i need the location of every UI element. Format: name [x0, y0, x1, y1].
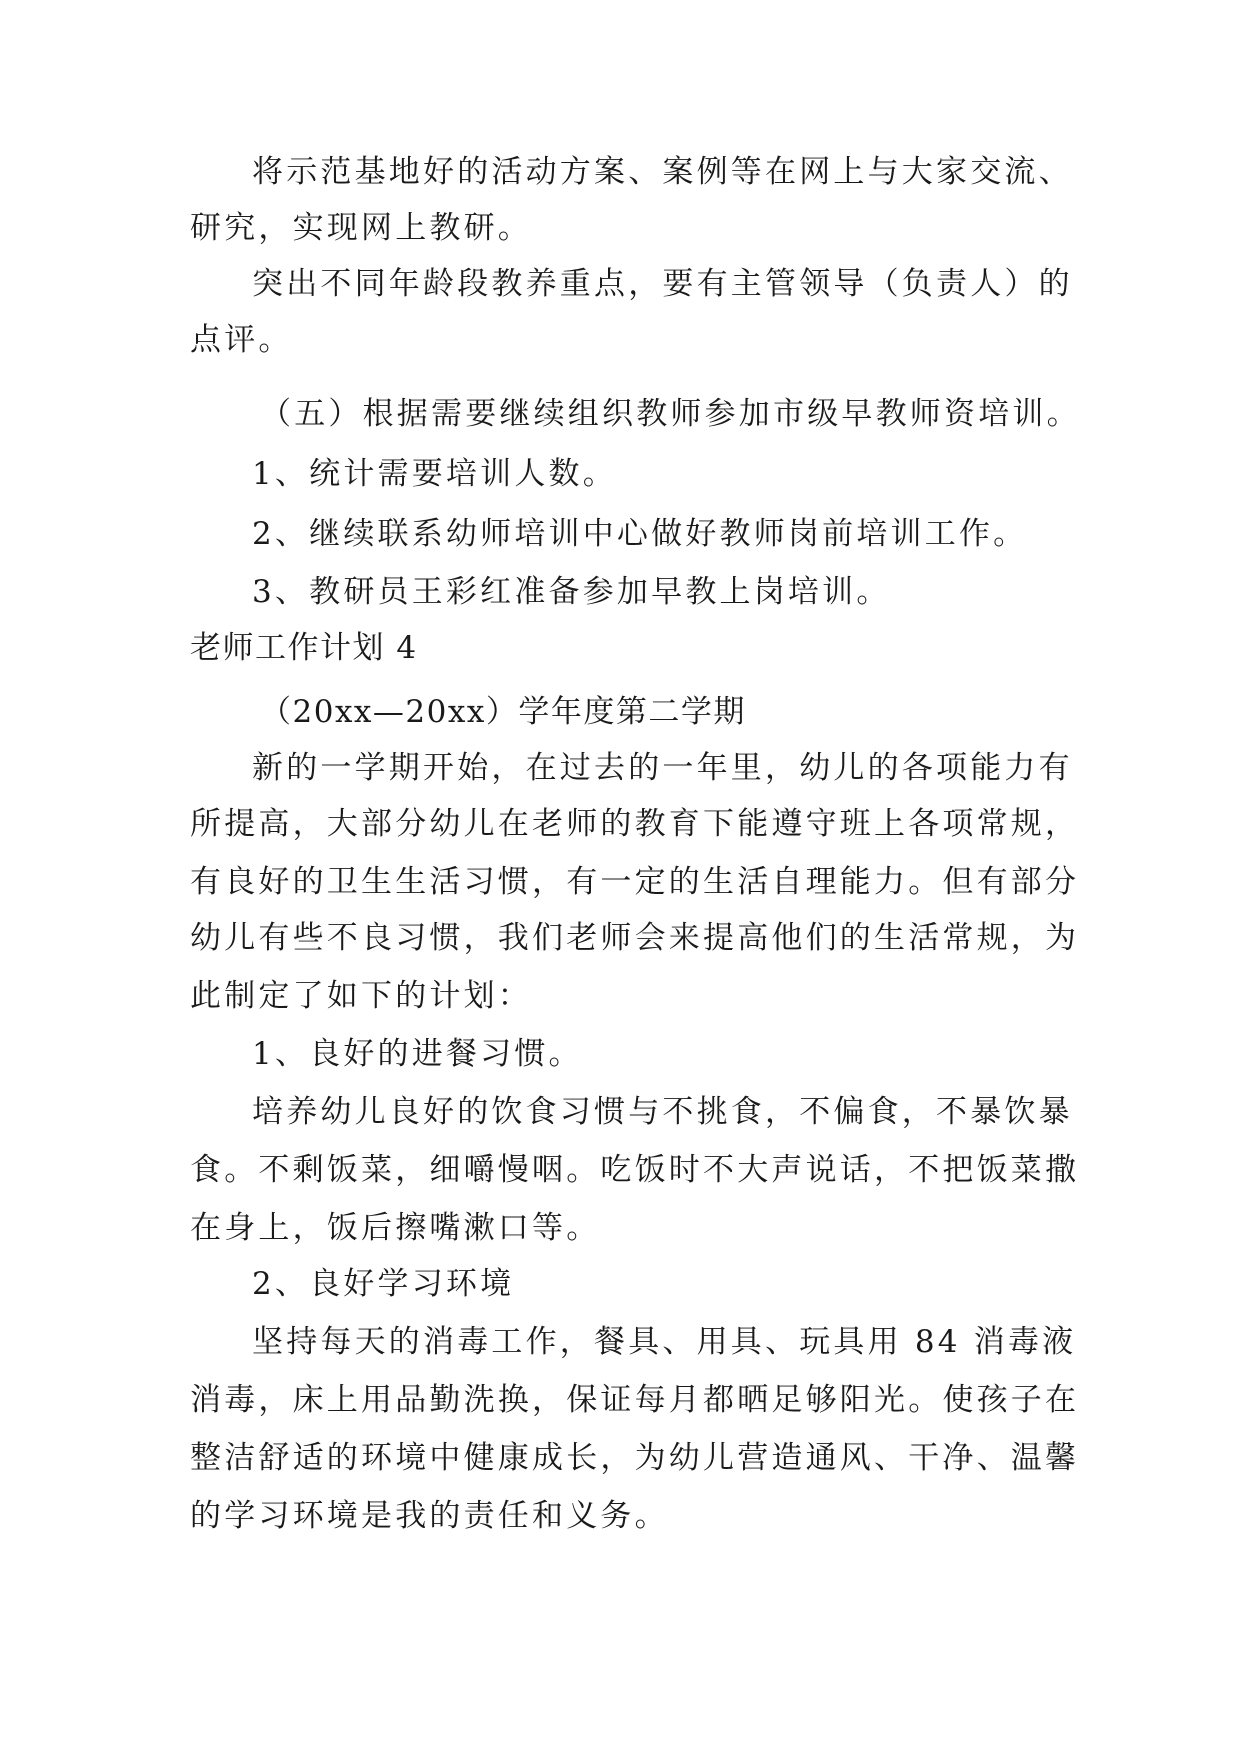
paragraph-line: 坚持每天的消毒工作，餐具、用具、玩具用 84 消毒液 — [252, 1324, 1077, 1360]
paragraph-line: 研究，实现网上教研。 — [190, 210, 532, 246]
paragraph-line: 新的一学期开始，在过去的一年里，幼儿的各项能力有 — [252, 750, 1073, 786]
list-item: 2、继续联系幼师培训中心做好教师岗前培训工作。 — [252, 516, 1028, 552]
list-item: 1、良好的进餐习惯。 — [252, 1036, 583, 1072]
paragraph-line: 突出不同年龄段教养重点，要有主管领导（负责人）的 — [252, 266, 1073, 302]
paragraph-line: 点评。 — [190, 322, 293, 358]
list-item: 2、良好学习环境 — [252, 1266, 515, 1302]
paragraph-line: 所提高，大部分幼儿在老师的教育下能遵守班上各项常规， — [190, 806, 1080, 842]
paragraph-line: 消毒，床上用品勤洗换，保证每月都晒足够阳光。使孩子在 — [190, 1382, 1080, 1418]
list-item: 3、教研员王彩红准备参加早教上岗培训。 — [252, 574, 891, 610]
paragraph-line: 整洁舒适的环境中健康成长，为幼儿营造通风、干净、温馨 — [190, 1440, 1080, 1476]
paragraph-line: 在身上，饭后擦嘴漱口等。 — [190, 1210, 601, 1246]
document-subtitle: （20xx—20xx）学年度第二学期 — [260, 694, 746, 730]
paragraph-line: 培养幼儿良好的饮食习惯与不挑食，不偏食，不暴饮暴 — [252, 1094, 1073, 1130]
section-heading: （五）根据需要继续组织教师参加市级早教师资培训。 — [260, 396, 1081, 432]
document-title: 老师工作计划 4 — [190, 630, 418, 666]
paragraph-line: 此制定了如下的计划： — [190, 978, 532, 1014]
paragraph-line: 将示范基地好的活动方案、案例等在网上与大家交流、 — [252, 154, 1073, 190]
paragraph-line: 的学习环境是我的责任和义务。 — [190, 1498, 669, 1534]
paragraph-line: 有良好的卫生生活习惯，有一定的生活自理能力。但有部分 — [190, 864, 1080, 900]
list-item: 1、统计需要培训人数。 — [252, 456, 617, 492]
paragraph-line: 幼儿有些不良习惯，我们老师会来提高他们的生活常规，为 — [190, 920, 1080, 956]
paragraph-line: 食。不剩饭菜，细嚼慢咽。吃饭时不大声说话，不把饭菜撒 — [190, 1152, 1080, 1188]
